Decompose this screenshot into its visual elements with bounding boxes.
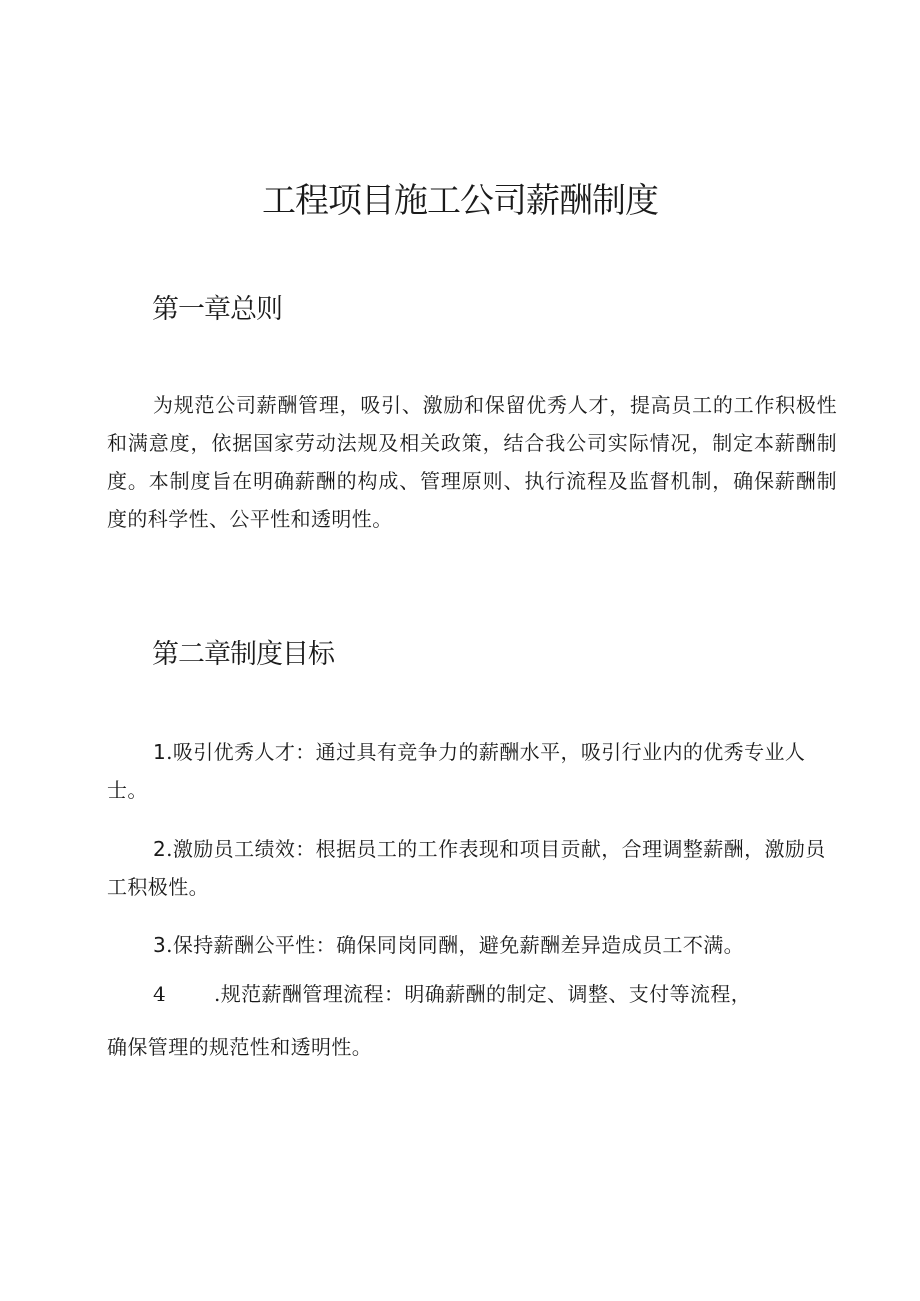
goal-item-1 bbox=[107, 733, 827, 809]
goal-item-1-text: .吸引优秀人才：通过具有竞争力的薪酬水平，吸引行业内的优秀专业人士。 bbox=[107, 740, 806, 802]
chapter-1-heading: 第一章总则 bbox=[152, 294, 282, 325]
goal-item-3 bbox=[107, 926, 827, 964]
goal-item-1-number: 1 bbox=[153, 740, 167, 764]
goal-item-2 bbox=[107, 830, 827, 906]
document-title: 工程项目施工公司薪酬制度 bbox=[262, 181, 658, 221]
goal-item-4-number: 4 bbox=[153, 982, 167, 1006]
goal-item-3-number: 3 bbox=[153, 933, 167, 957]
chapter-2-heading: 第二章制度目标 bbox=[152, 639, 334, 670]
goal-item-2-text: .激励员工绩效：根据员工的工作表现和项目贡献，合理调整薪酬，激励员工积极性。 bbox=[107, 837, 826, 899]
chapter-1-paragraph: 为规范公司薪酬管理，吸引、激励和保留优秀人才，提高员工的工作积极性和满意度，依据国家劳动法规及相关政策，结合我公司实际情况，制定本薪酬制度。本制度旨在明确薪酬的构成、管理原则、执行流程及监督机制，确保薪酬制度的科学性、公平性和透明性。 bbox=[107, 393, 837, 531]
goal-item-2-number: 2 bbox=[153, 837, 167, 861]
goal-item-4-text-line-2: 确保管理的规范性和透明性。 bbox=[107, 1035, 373, 1059]
goal-item-4-text-line-1: .规范薪酬管理流程：明确薪酬的制定、调整、支付等流程， bbox=[214, 982, 752, 1006]
goal-item-3-text: .保持薪酬公平性：确保同岗同酬，避免薪酬差异造成员工不满。 bbox=[166, 933, 745, 957]
